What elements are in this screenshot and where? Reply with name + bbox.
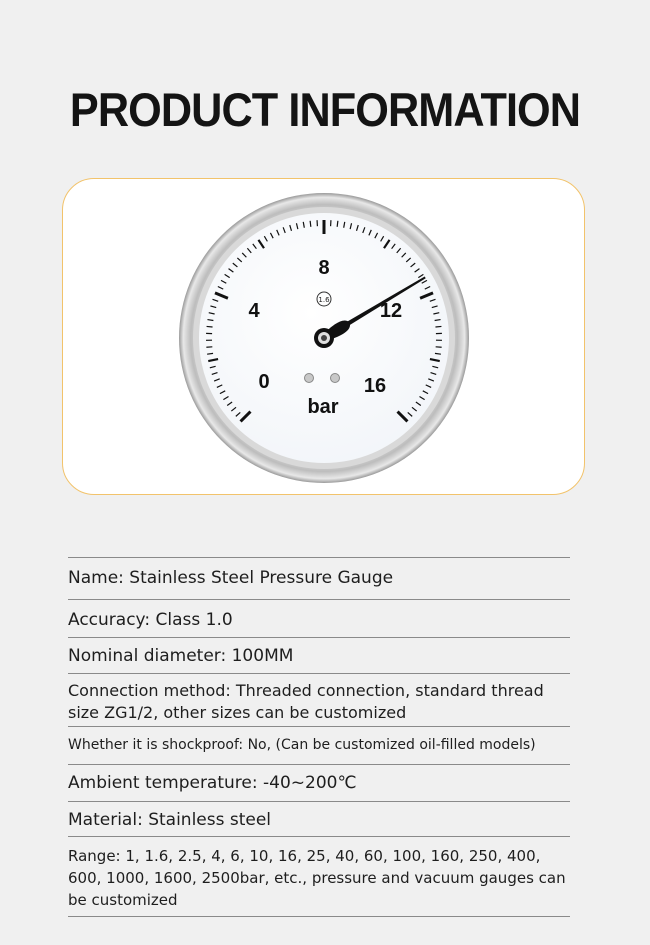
pointer-hub-center	[321, 335, 327, 341]
gauge-label-12: 12	[379, 300, 403, 322]
gauge-minor-tick	[435, 326, 441, 327]
gauge-unit-label: bar	[307, 396, 339, 418]
gauge-minor-tick	[207, 326, 213, 327]
screw-left	[305, 374, 314, 383]
gauge-minor-tick	[435, 353, 441, 354]
page-title: PRODUCT INFORMATION	[69, 83, 581, 136]
spec-shockproof-text: Whether it is shockproof: No, (Can be customized oil-filled models)	[68, 737, 536, 753]
spec-accuracy-text: Accuracy: Class 1.0	[68, 610, 233, 630]
spec-row-range	[68, 836, 570, 917]
spec-diameter-text: Nominal diameter: 100MM	[68, 646, 294, 666]
gauge-label-16: 16	[363, 375, 387, 397]
spec-temperature-text: Ambient temperature: -40~200℃	[68, 773, 357, 793]
spec-row-temperature	[68, 764, 570, 801]
spec-range-text: Range: 1, 1.6, 2.5, 4, 6, 10, 16, 25, 40, 60, 100, 160, 250, 400, 600, 1000, 1600, 2500bar, etc., pressure and vacuum gauges can be customized	[68, 847, 566, 909]
gauge-minor-tick	[207, 353, 213, 354]
spec-connection-text: Connection method: Threaded connection, standard thread size ZG1/2, other sizes can be customized	[68, 681, 544, 722]
gauge-label-4: 4	[248, 300, 260, 322]
pressure-gauge-image	[178, 192, 470, 484]
spec-row-material	[68, 801, 570, 836]
screw-right	[331, 374, 340, 383]
accuracy-class-mark: 1.6	[318, 296, 330, 304]
spec-row-connection	[68, 673, 570, 726]
gauge-minor-tick	[310, 221, 311, 227]
spec-row-diameter	[68, 637, 570, 673]
gauge-label-0: 0	[258, 371, 270, 393]
spec-list	[68, 557, 570, 917]
spec-row-name	[68, 557, 570, 599]
gauge-minor-tick	[337, 221, 338, 227]
gauge-label-8: 8	[318, 257, 330, 279]
spec-row-shockproof	[68, 726, 570, 764]
spec-name-text: Name: Stainless Steel Pressure Gauge	[68, 568, 394, 588]
spec-material-text: Material: Stainless steel	[68, 810, 272, 830]
spec-row-accuracy	[68, 599, 570, 637]
